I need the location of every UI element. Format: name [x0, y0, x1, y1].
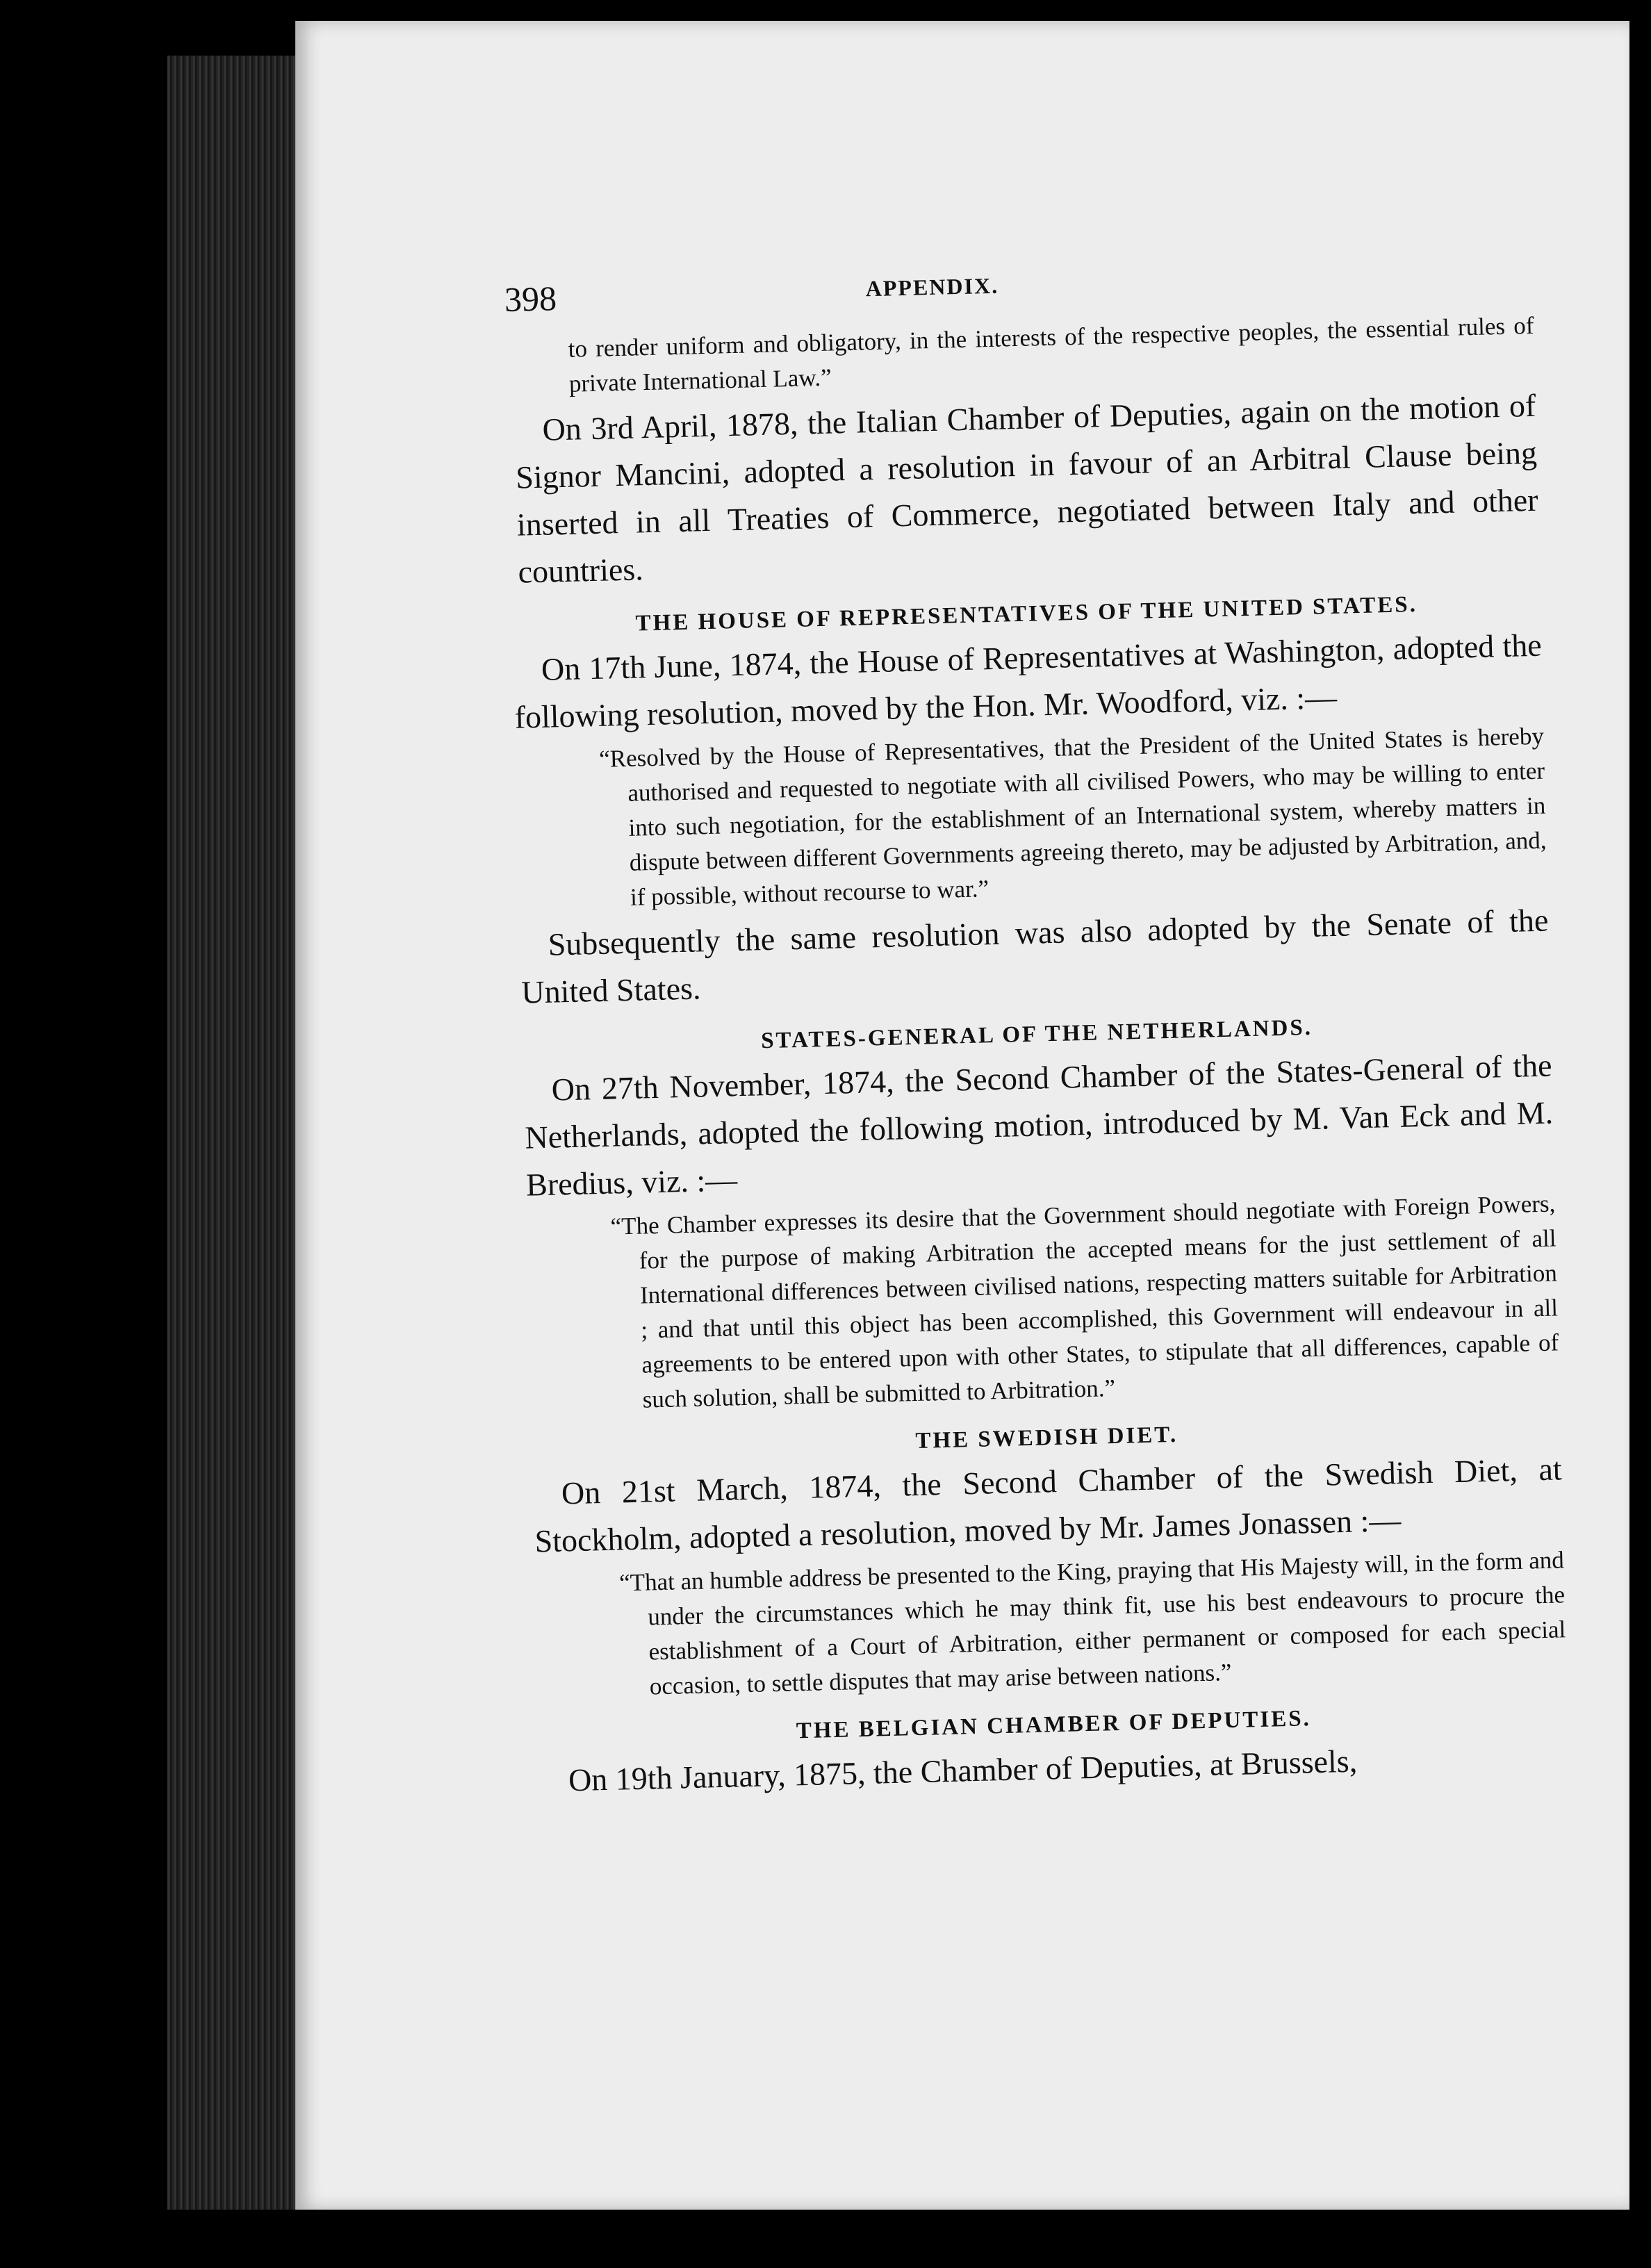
paragraph-us-senate: Subsequently the same resolution was also adopted by the Senate of the United States. — [520, 902, 1549, 1010]
paragraph-sweden: On 21st March, 1874, the Second Chamber of the Swedish Diet, at Stockholm, adopted a resolution, moved by Mr. James Jonassen :— — [534, 1451, 1563, 1559]
quote-sweden-address: “That an humble address be presented to the King, praying that His Majesty will, in the form and under the circumstances which he may think fit, use his best endeavours to procure the establishment of a Court of Arbitration, either permanent or composed for each special occasion, to settle disputes that may arise between nations.” — [618, 1546, 1566, 1700]
book-page — [295, 21, 1629, 2210]
section-heading-sweden: THE SWEDISH DIET. — [915, 1422, 1178, 1454]
paragraph-belgium: On 19th January, 1875, the Chamber of Deputies, at Brussels, — [568, 1743, 1358, 1798]
quote-us-resolution: “Resolved by the House of Representatives, that the President of the United States is hereby authorised and requested to negotiate with all civilised Powers, who may be willing to enter into such negotiation, for the establishment of an International system, whereby matters in dispute between different Governments agreeing thereto, may be adjusted by Arbitration, and, if possible, without recourse to war.” — [598, 722, 1547, 911]
section-heading-belgium: THE BELGIAN CHAMBER OF DEPUTIES. — [796, 1706, 1312, 1744]
paragraph-italy: On 3rd April, 1878, the Italian Chamber of Deputies, again on the motion of Signor Mancini, adopted a resolution in favour of an Arbitral Clause being inserted in all Treaties of Commerce, negotiated between Italy and other countries. — [515, 387, 1539, 590]
book-page-edges — [167, 56, 306, 2210]
page-number: 398 — [504, 279, 557, 319]
paragraph-us: On 17th June, 1874, the House of Representatives at Washington, adopted the following resolution, moved by the Hon. Mr. Woodford, viz. :— — [514, 627, 1543, 735]
section-heading-us: THE HOUSE OF REPRESENTATIVES OF THE UNITED STATES. — [635, 592, 1418, 636]
quote-continuation: to render uniform and obligatory, in the interests of the respective peoples, the essential rules of private International Law.” — [568, 311, 1534, 397]
section-heading-netherlands: STATES-GENERAL OF THE NETHERLANDS. — [760, 1014, 1313, 1054]
running-header: APPENDIX. — [865, 272, 999, 302]
page-content — [504, 246, 1570, 1805]
quote-netherlands-motion: “The Chamber expresses its desire that the Government should negotiate with Foreign Powers, for the purpose of making Arbitration the accepted means for the just settlement of all International differences between civilised nations, respecting matters suitable for Arbitration ; and that until this object has been accomplished, this Government will endeavour in all agreements to be entered upon with other States, to stipulate that all differences, capable of such solution, shall be submitted to Arbitration.” — [610, 1190, 1559, 1413]
paragraph-netherlands: On 27th November, 1874, the Second Chamber of the States-General of the Netherlands, adopted the following motion, introduced by M. Van Eck and M. Bredius, viz. :— — [524, 1047, 1554, 1203]
